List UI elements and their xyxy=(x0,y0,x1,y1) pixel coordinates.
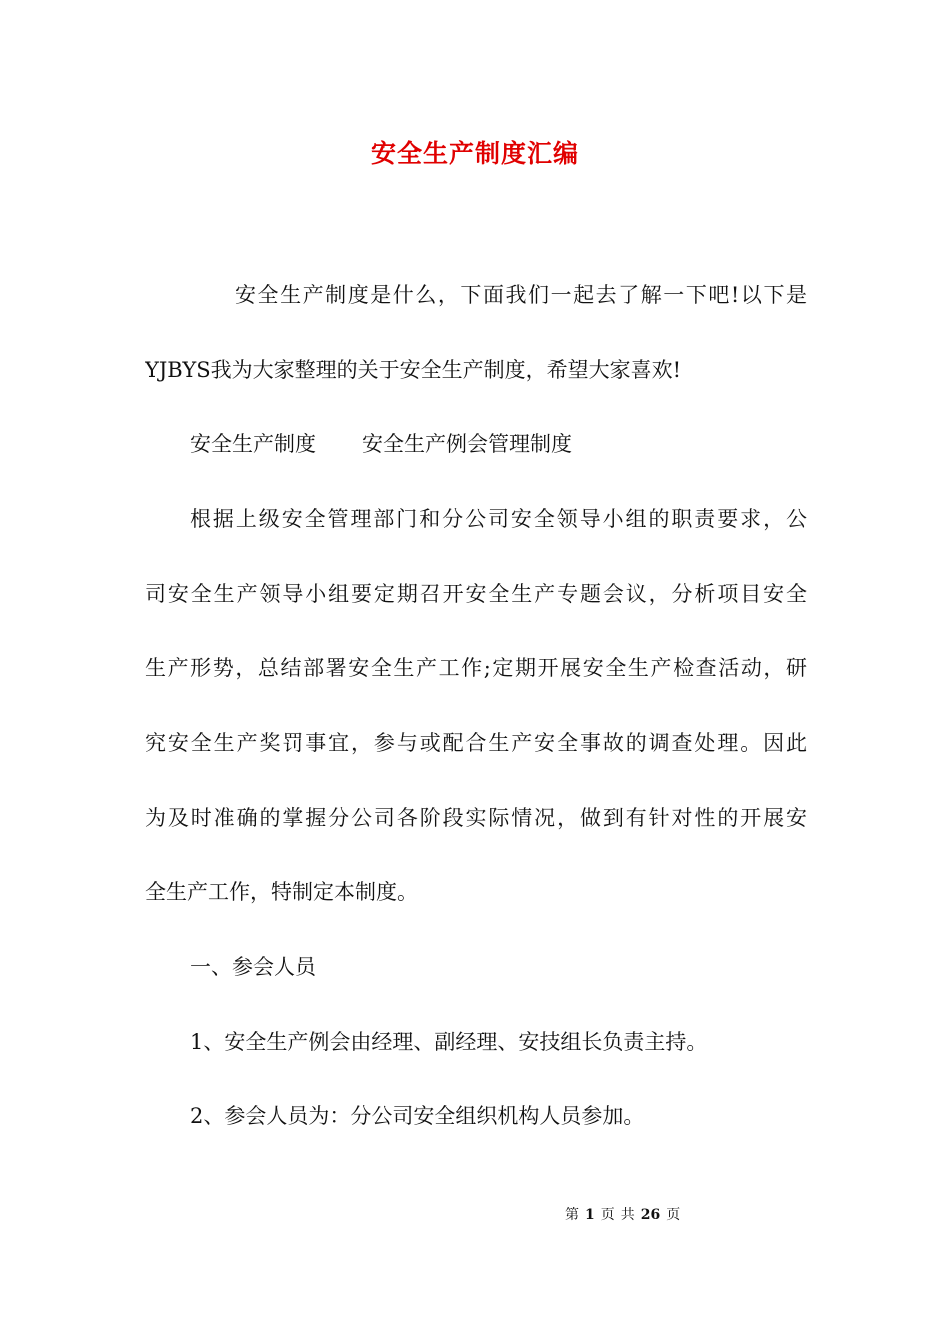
section-heading xyxy=(190,428,807,460)
footer-di: 第 xyxy=(565,1207,579,1223)
paragraph-line-4: 究安全生产奖罚事宜，参与或配合生产安全事故的调查处理。因此 xyxy=(145,731,807,755)
footer-current-page: 1 xyxy=(585,1207,595,1223)
footer-total-pages: 26 xyxy=(640,1207,661,1223)
heading-left: 安全生产制度 xyxy=(190,432,316,456)
page-footer xyxy=(565,1205,686,1225)
footer-ye-2: 页 xyxy=(666,1207,681,1223)
footer-gong: 共 xyxy=(620,1207,635,1223)
intro-line-1: 安全生产制度是什么，下面我们一起去了解一下吧!以下是 xyxy=(235,283,807,307)
document-title: 安全生产制度汇编 xyxy=(370,139,579,168)
paragraph-line-2: 司安全生产领导小组要定期召开安全生产专题会议，分析项目安全 xyxy=(145,582,807,606)
list-item-1: 1、安全生产例会由经理、副经理、安技组长负责主持。 xyxy=(190,1030,708,1054)
paragraph-line-6: 全生产工作，特制定本制度。 xyxy=(145,880,418,904)
paragraph-line-1: 根据上级安全管理部门和分公司安全领导小组的职责要求，公 xyxy=(190,507,807,531)
section-1-heading: 一、参会人员 xyxy=(190,955,316,979)
paragraph-line-5: 为及时准确的掌握分公司各阶段实际情况，做到有针对性的开展安 xyxy=(145,806,807,830)
intro-line-2: YJBYS我为大家整理的关于安全生产制度，希望大家喜欢! xyxy=(145,358,682,382)
heading-right: 安全生产例会管理制度 xyxy=(362,432,572,456)
paragraph-line-3: 生产形势，总结部署安全生产工作;定期开展安全生产检查活动，研 xyxy=(145,656,807,680)
footer-ye: 页 xyxy=(600,1207,615,1223)
list-item-2: 2、参会人员为：分公司安全组织机构人员参加。 xyxy=(190,1104,645,1128)
